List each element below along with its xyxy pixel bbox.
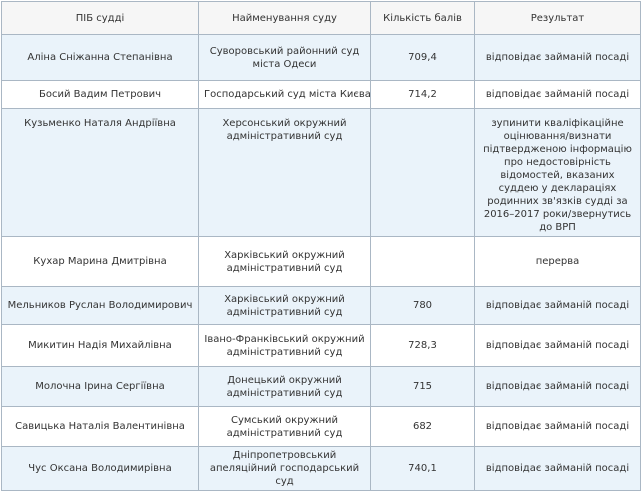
table-row: [2, 237, 641, 287]
judge-name: Босий Вадим Петрович: [2, 81, 199, 109]
score-value: [371, 109, 475, 237]
table-header-row: [2, 2, 641, 35]
judge-name: Кузьменко Наталя Андріївна: [2, 109, 199, 237]
score-value: 780: [371, 287, 475, 325]
judge-name: Мельников Руслан Володимирович: [2, 287, 199, 325]
result-text: перерва: [475, 237, 641, 287]
judge-name: Молочна Ірина Сергіївна: [2, 367, 199, 407]
court-name: Івано-Франківський окружний адміністративний суд: [199, 325, 371, 367]
score-value: 728,3: [371, 325, 475, 367]
result-text: відповідає займаній посаді: [475, 367, 641, 407]
column-header-score: Кількість балів: [371, 2, 475, 35]
court-name: Дніпропетровський апеляційний господарський суд: [199, 447, 371, 491]
table-row: [2, 81, 641, 109]
table-row: [2, 367, 641, 407]
score-value: 740,1: [371, 447, 475, 491]
court-name: Херсонський окружний адміністративний суд: [199, 109, 371, 237]
court-name: Донецький окружний адміністративний суд: [199, 367, 371, 407]
court-name: Суворовський районний суд міста Одеси: [199, 35, 371, 81]
score-value: 714,2: [371, 81, 475, 109]
column-header-name: ПІБ судді: [2, 2, 199, 35]
court-name: Харківський окружний адміністративний суд: [199, 237, 371, 287]
judge-name: Савицька Наталія Валентинівна: [2, 407, 199, 447]
judge-name: Чус Оксана Володимирівна: [2, 447, 199, 491]
table-row: [2, 325, 641, 367]
score-value: 682: [371, 407, 475, 447]
result-text: відповідає займаній посаді: [475, 35, 641, 81]
column-header-result: Результат: [475, 2, 641, 35]
score-value: 715: [371, 367, 475, 407]
results-table: [1, 1, 641, 491]
table-row: [2, 407, 641, 447]
result-text: відповідає займаній посаді: [475, 447, 641, 491]
result-text: відповідає займаній посаді: [475, 81, 641, 109]
score-value: [371, 237, 475, 287]
table-row: [2, 287, 641, 325]
judge-name: Микитин Надія Михайлівна: [2, 325, 199, 367]
court-name: Сумський окружний адміністративний суд: [199, 407, 371, 447]
column-header-court: Найменування суду: [199, 2, 371, 35]
court-name: Господарський суд міста Києва: [199, 81, 371, 109]
table-row: [2, 35, 641, 81]
judge-name: Аліна Сніжанна Степанівна: [2, 35, 199, 81]
table-row: [2, 109, 641, 237]
result-text: відповідає займаній посаді: [475, 287, 641, 325]
court-name: Харківський окружний адміністративний суд: [199, 287, 371, 325]
score-value: 709,4: [371, 35, 475, 81]
result-text: зупинити кваліфікаційне оцінювання/визнати підтвердженою інформацію про недостовірність відомостей, вказаних суддею у деклараціях родинних зв'язків судді за 2016–2017 роки/звернутись до ВРП: [475, 109, 641, 237]
table-row: [2, 447, 641, 491]
result-text: відповідає займаній посаді: [475, 325, 641, 367]
result-text: відповідає займаній посаді: [475, 407, 641, 447]
judge-name: Кухар Марина Дмитрівна: [2, 237, 199, 287]
